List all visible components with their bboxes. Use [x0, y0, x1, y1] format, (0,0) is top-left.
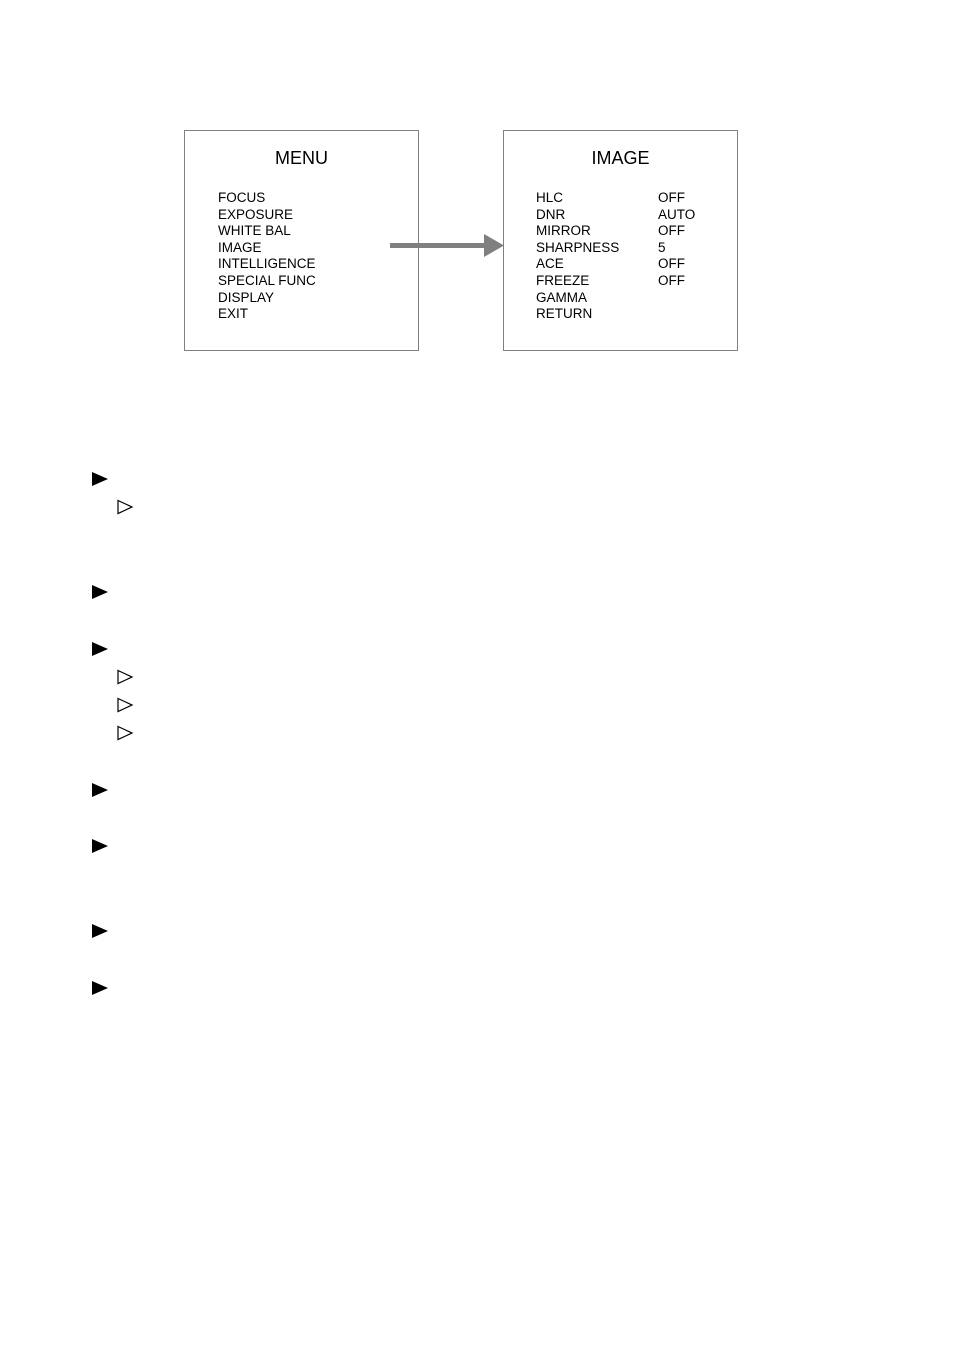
image-item-dnr [536, 207, 726, 224]
menu-item-special-func [218, 273, 316, 290]
outline-triangle-right-icon [116, 697, 136, 713]
filled-triangle-right-icon [91, 471, 111, 487]
filled-triangle-right-icon [91, 838, 111, 854]
image-item-hlc [536, 190, 726, 207]
menu-box-title: MENU [275, 148, 328, 168]
image-item-value: OFF [658, 190, 685, 205]
menu-item-focus [218, 190, 316, 207]
image-item-label: HLC [536, 190, 564, 205]
image-item-sharpness [536, 240, 726, 257]
menu-item-label: EXIT [218, 306, 249, 322]
image-item-label: FREEZE [536, 272, 590, 288]
image-item-gamma [536, 290, 726, 307]
image-item-label: ACE [536, 256, 564, 272]
image-item-value: AUTO [658, 206, 696, 222]
image-item-label: GAMMA [536, 289, 588, 305]
arrow-right-icon [390, 233, 506, 259]
image-item-label: DNR [536, 206, 566, 222]
menu-item-label: INTELLIGENCE [218, 256, 316, 272]
image-item-list [536, 190, 726, 323]
image-item-label: MIRROR [536, 223, 591, 239]
menu-item-label: FOCUS [218, 190, 266, 205]
image-item-freeze [536, 273, 726, 290]
menu-item-intelligence [218, 256, 316, 273]
menu-item-exposure [218, 207, 316, 224]
image-item-value: 5 [658, 239, 666, 255]
image-item-ace [536, 256, 726, 273]
image-box-title: IMAGE [591, 148, 650, 168]
image-item-label: RETURN [536, 306, 593, 322]
image-item-value: OFF [658, 256, 685, 272]
image-item-value: OFF [658, 272, 685, 288]
filled-triangle-right-icon [91, 923, 111, 939]
menu-item-label: SPECIAL FUNC [218, 272, 316, 288]
filled-triangle-right-icon [91, 584, 111, 600]
outline-triangle-right-icon [116, 725, 136, 741]
outline-triangle-right-icon [116, 499, 136, 515]
image-item-mirror [536, 223, 726, 240]
filled-triangle-right-icon [91, 980, 111, 996]
menu-item-white-bal [218, 223, 316, 240]
outline-triangle-right-icon [116, 669, 136, 685]
filled-triangle-right-icon [91, 782, 111, 798]
image-item-label: SHARPNESS [536, 239, 620, 255]
filled-triangle-right-icon [91, 641, 111, 657]
image-box [503, 130, 738, 351]
menu-item-list [218, 190, 316, 323]
image-item-return [536, 306, 726, 323]
menu-item-label: EXPOSURE [218, 206, 294, 222]
menu-item-image [218, 240, 316, 257]
menu-item-exit [218, 306, 316, 323]
menu-box [184, 130, 419, 351]
image-item-value: OFF [658, 223, 685, 239]
menu-item-label: WHITE BAL [218, 223, 291, 239]
menu-item-label: DISPLAY [218, 289, 275, 305]
menu-item-label: IMAGE [218, 239, 262, 255]
menu-item-display [218, 290, 316, 307]
